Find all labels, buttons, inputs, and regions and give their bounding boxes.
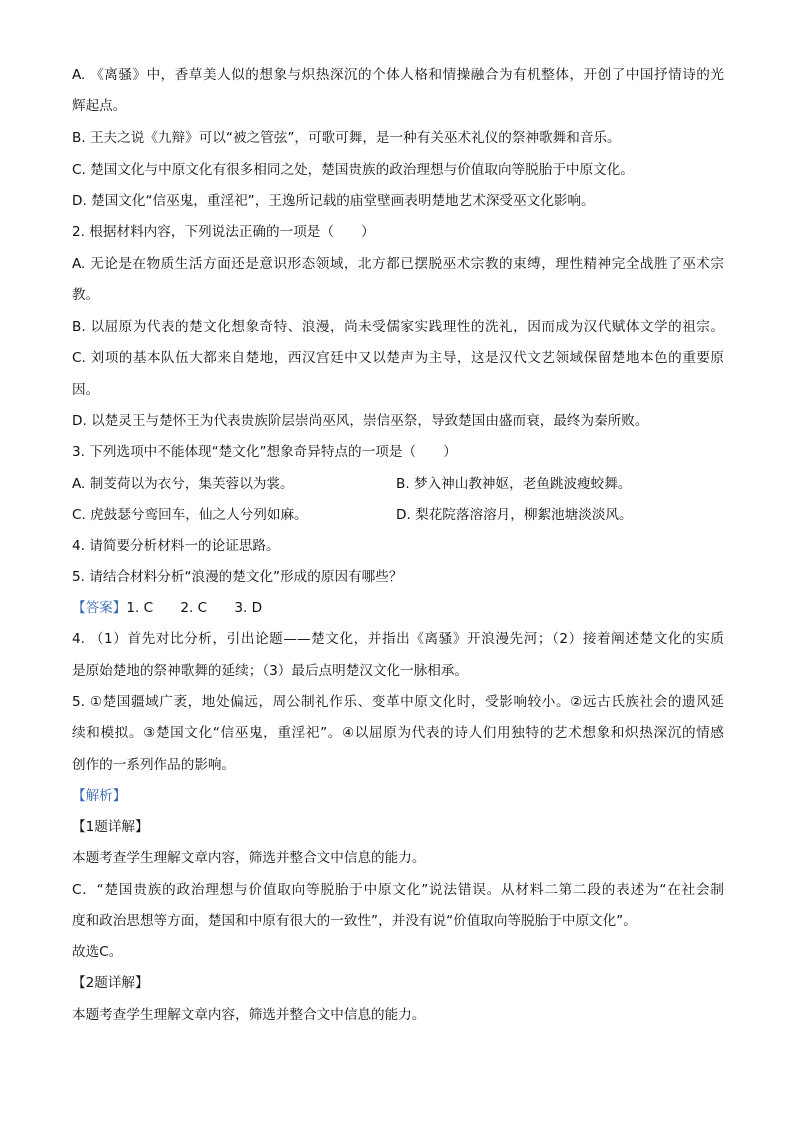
option-3c: C. 虎鼓瑟兮鸾回车，仙之人兮列如麻。 (72, 507, 308, 523)
answer-5-line2: 续和模拟。③楚国文化“信巫鬼，重淫祀”。④以屈原为代表的诗人们用独特的艺术想象和炽热深沉的情感 (72, 725, 724, 741)
analysis-heading: 【解析】 (72, 788, 127, 804)
option-3b: B. 梦入神山教神妪，老鱼跳波瘦蛟舞。 (396, 476, 632, 492)
detail-2-intro: 本题考查学生理解文章内容，筛选并整合文中信息的能力。 (72, 1007, 426, 1023)
option-1c: C. 楚国文化与中原文化有很多相同之处，楚国贵族的政治理想与价值取向等脱胎于中原文化。 (72, 162, 634, 178)
option-1b: B. 王夫之说《九辩》可以“被之管弦”，可歌可舞，是一种有关巫术礼仪的祭神歌舞和音乐。 (72, 130, 621, 146)
question-5: 5. 请结合材料分析“浪漫的楚文化”形成的原因有哪些？ (72, 569, 403, 585)
question-4: 4. 请简要分析材料一的论证思路。 (72, 538, 280, 554)
option-3d: D. 梨花院落溶溶月，柳絮池塘淡淡风。 (396, 507, 633, 523)
option-2a-line1: A. 无论是在物质生活方面还是意识形态领域，北方都已摆脱巫术宗教的束缚，理性精神完全战胜了巫术宗 (72, 256, 724, 272)
answer-5-line3: 创作的一系列作品的影响。 (72, 757, 236, 773)
option-2b: B. 以屈原为代表的楚文化想象奇特、浪漫，尚未受儒家实践理性的洗礼，因而成为汉代赋体文学的祖宗。 (72, 319, 724, 335)
answer-line (72, 598, 724, 618)
detail-1-conclusion: 故选C。 (72, 944, 123, 960)
option-1a-line1: A. 《离骚》中，香草美人似的想象与炽热深沉的个体人格和情操融合为有机整体，开创了中国抒情诗的光 (72, 67, 724, 83)
answer-4-line2: 是原始楚地的祭神歌舞的延续；（3）最后点明楚汉文化一脉相承。 (72, 663, 469, 679)
option-2a-line2: 教。 (72, 287, 100, 303)
answer-4-line1: 4. （1）首先对比分析，引出论题——楚文化，并指出《离骚》开浪漫先河；（2）接着阐述楚文化的实质 (72, 631, 724, 647)
answer-5-line1: 5. ①楚国疆域广袤，地处偏远，周公制礼作乐、变革中原文化时，受影响较小。②远古氏族社会的遗风延 (72, 694, 724, 710)
option-3a: A. 制芰荷以为衣兮，集芙蓉以为裳。 (72, 476, 294, 492)
option-2c-line2: 因。 (72, 382, 100, 398)
option-1d: D. 楚国文化“信巫鬼，重淫祀”，王逸所记载的庙堂壁画表明楚地艺术深受巫文化影响。 (72, 193, 595, 209)
question-3: 3. 下列选项中不能体现“楚文化”想象奇异特点的一项是（ ） (72, 444, 457, 460)
detail-2-heading: 【2题详解】 (72, 975, 149, 991)
detail-1-intro: 本题考查学生理解文章内容，筛选并整合文中信息的能力。 (72, 850, 426, 866)
option-2c-line1: C. 刘项的基本队伍大都来自楚地，西汉宫廷中又以楚声为主导，这是汉代文艺领域保留楚地本色的重要原 (72, 350, 724, 366)
option-2d: D. 以楚灵王与楚怀王为代表贵族阶层崇尚巫风，崇信巫祭，导致楚国由盛而衰，最终为秦所败。 (72, 413, 649, 429)
option-1a-line2: 辉起点。 (72, 98, 127, 114)
answer-choices: 1. C 2. C 3. D (126, 600, 263, 616)
detail-1-line2: 度和政治思想等方面，楚国和中原有很大的一致性”，并没有说“价值取向等脱胎于中原文化”。 (72, 913, 637, 929)
detail-1-heading: 【1题详解】 (72, 819, 149, 835)
detail-1-line1: C．“楚国贵族的政治理想与价值取向等脱胎于中原文化”说法错误。从材料二第二段的表述为“在社会制 (72, 882, 724, 898)
question-2: 2. 根据材料内容，下列说法正确的一项是（ ） (72, 224, 375, 240)
answer-label: 【答案】 (72, 600, 127, 616)
